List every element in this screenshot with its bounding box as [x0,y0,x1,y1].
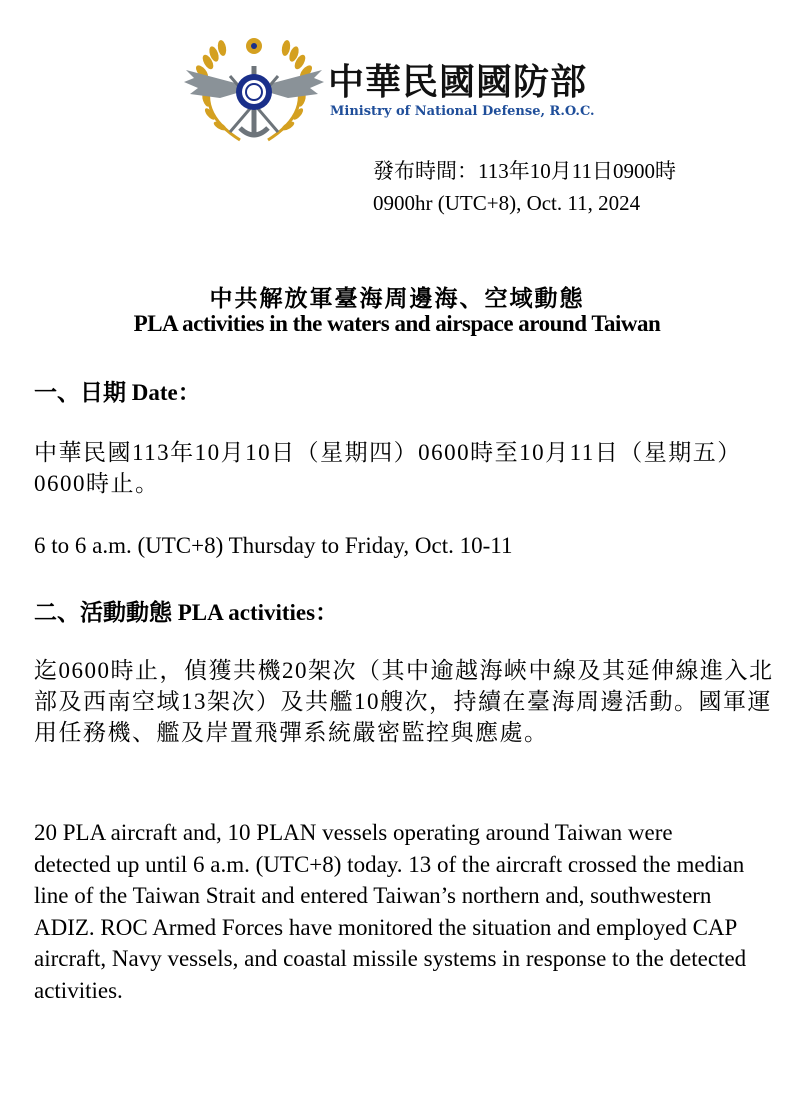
release-time-zh: 發布時間：113年10月11日0900時 [373,159,676,183]
section-date-zh-text: 中華民國113年10月10日（星期四）0600時至10月11日（星期五）0600時止。 [34,440,742,496]
release-time-en: 0900hr (UTC+8), Oct. 11, 2024 [373,191,641,215]
mnd-emblem-icon [180,36,328,146]
section-date-en-text: 6 to 6 a.m. (UTC+8) Thursday to Friday, Oct. 10-11 [34,533,513,558]
ministry-logo [180,36,630,146]
section-date-heading: 一、日期 Date： [34,380,201,405]
section-activities-heading: 二、活動動態 PLA activities： [34,600,339,625]
document-title-zh: 中共解放軍臺海周邊海、空域動態 [209,285,585,312]
section-activities-en-text: 20 PLA aircraft and, 10 PLAN vessels operating around Taiwan were detected up until 6 a.m. (UTC+8) today. 13 of the aircraft crossed the median line of the Taiwan Strait and entered Taiwan’s northern and, southwestern ADIZ. ROC Armed Forces have monitored the situation and employed CAP aircraft, Navy vessels, and coastal missile systems in response to the detected activities. [34,820,747,1003]
org-name-english: Ministry of National Defense, R.O.C. [330,104,595,119]
release-time [373,155,676,219]
section-activities-zh-text: 迄0600時止，偵獲共機20架次（其中逾越海峽中線及其延伸線進入北部及西南空域13架次）及共艦10艘次，持續在臺海周邊活動。國軍運用任務機、艦及岸置飛彈系統嚴密監控與應處。 [34,658,774,745]
org-name-chinese: 中華民國國防部 [328,62,588,103]
document-title-en: PLA activities in the waters and airspace around Taiwan [133,311,661,336]
